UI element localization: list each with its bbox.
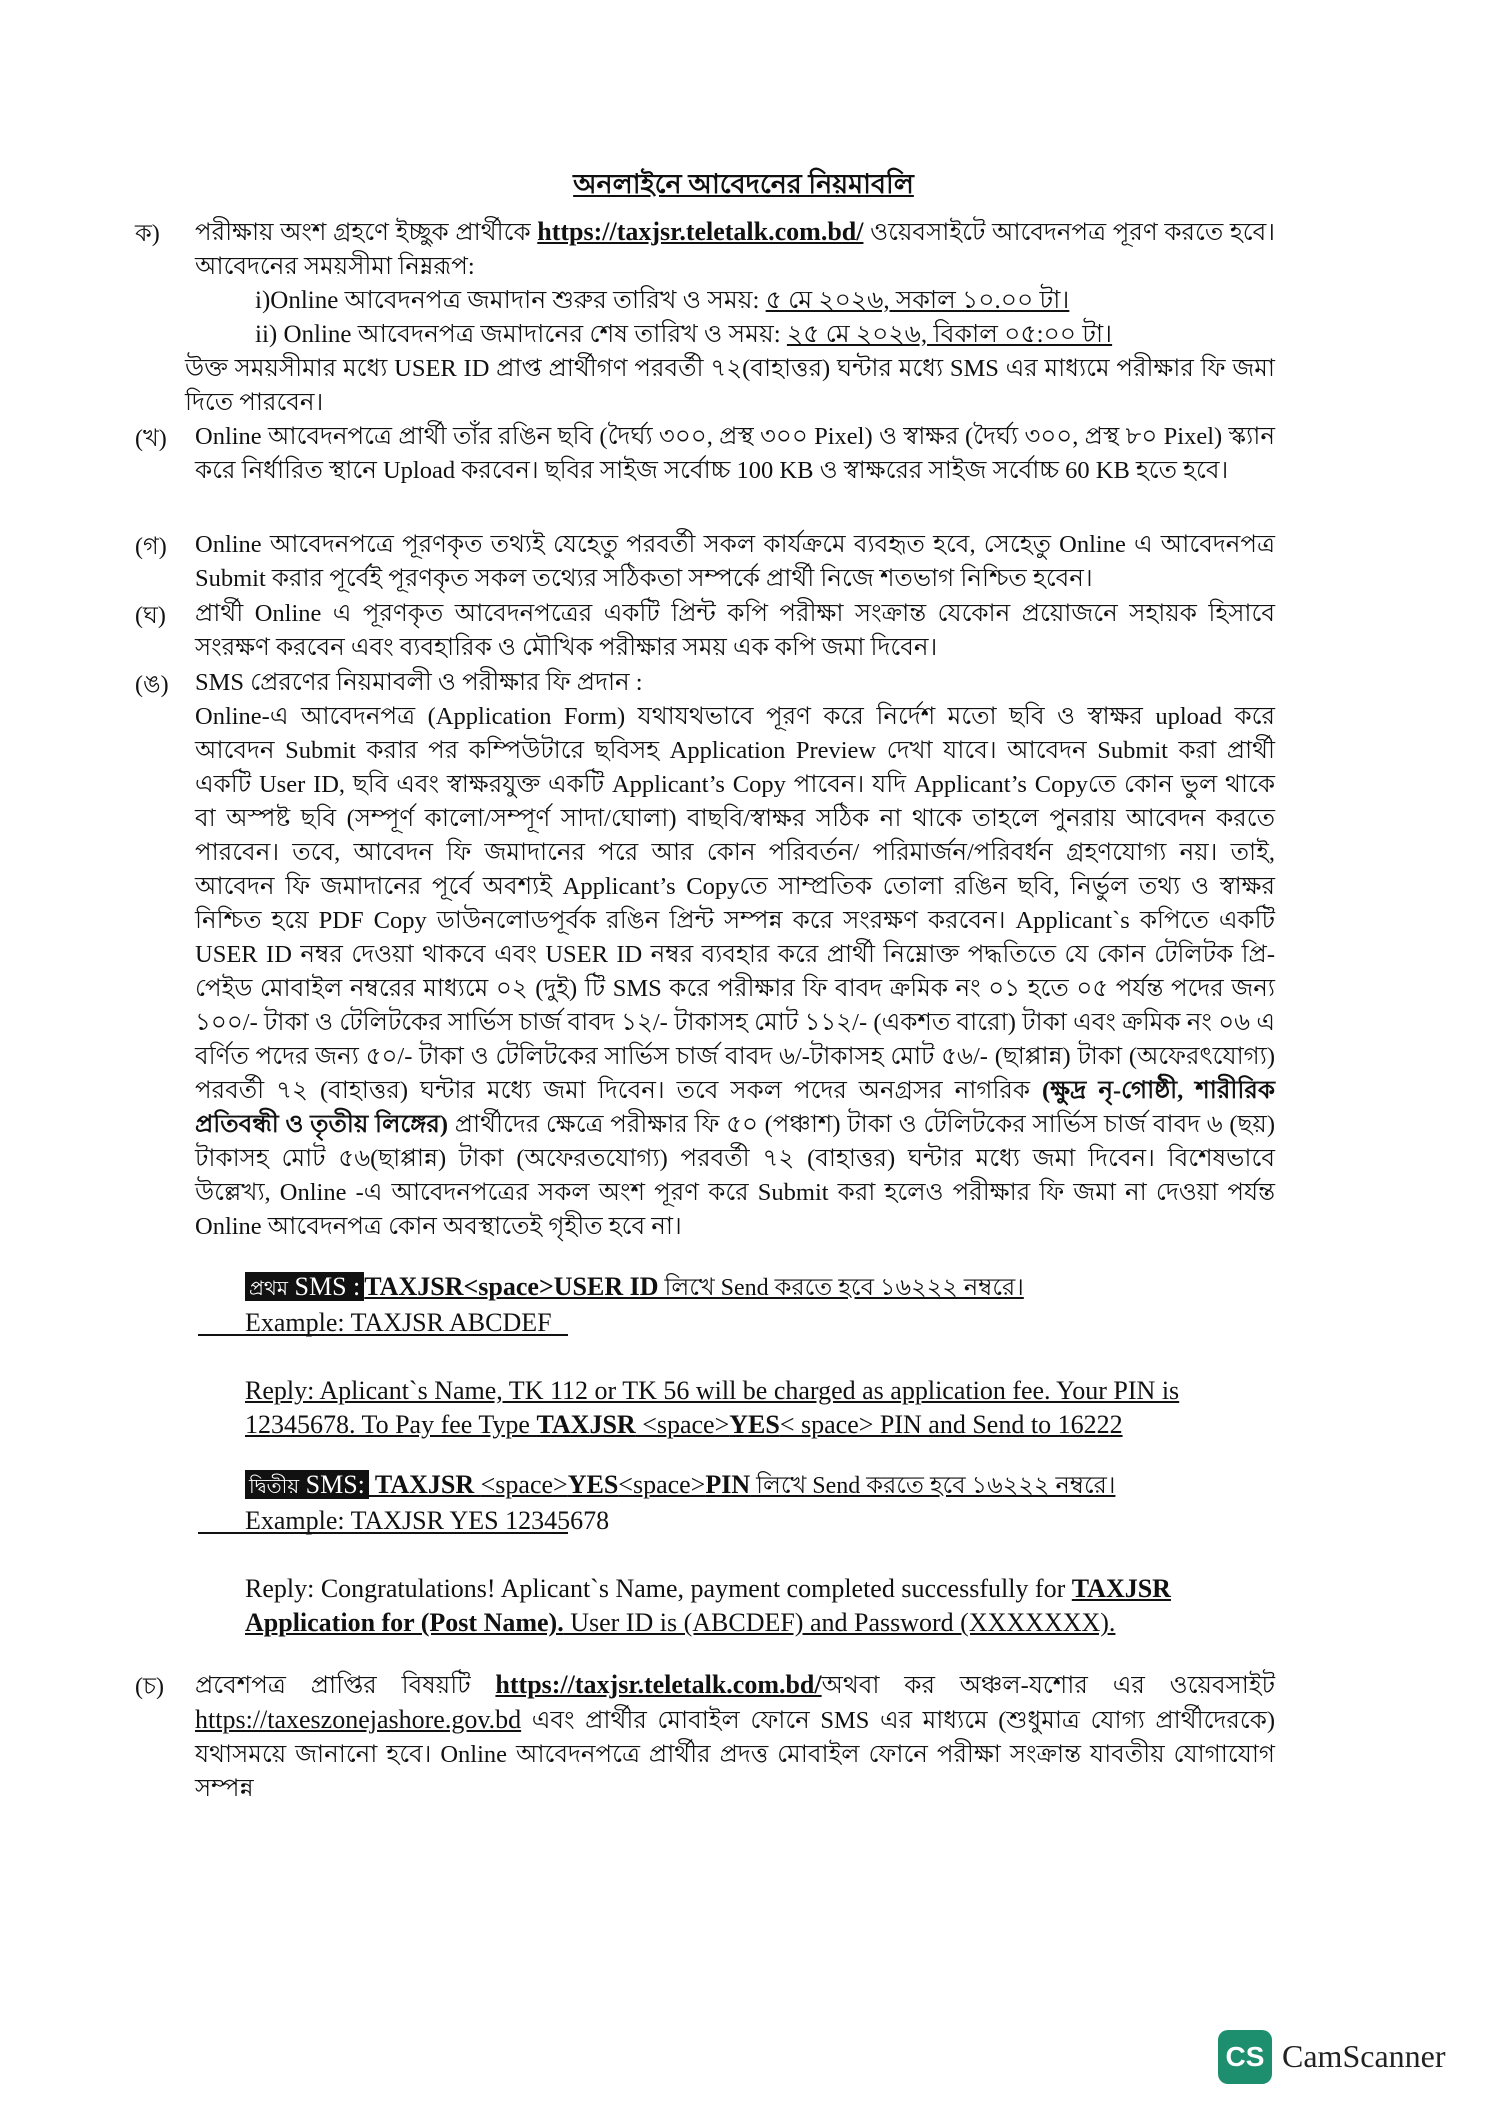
section-cha	[135, 1668, 1275, 1806]
section-uo	[135, 666, 1275, 1244]
section-text: প্রার্থী Online এ পূরণকৃত আবেদনপত্রের একটি প্রিন্ট কপি পরীক্ষা সংক্রান্ত যেকোন প্রয়োজনে সহায়ক হিসাবে সংরক্ষণ করবেন এবং ব্যবহারিক ও মৌখিক পরীক্ষার সময় এক কপি জমা দিবেন।	[195, 600, 1275, 661]
section-gha	[135, 597, 1275, 665]
section-text: Online আবেদনপত্রে প্রার্থী তাঁর রঙিন ছবি (দৈর্ঘ্য ৩০০, প্রস্থ ৩০০ Pixel) ও স্বাক্ষর (দৈর্ঘ্য ৩০০, প্রস্থ ৮০ Pixel) স্ক্যান করে নির্ধারিত স্থানে Upload করবেন। ছবির সাইজ সর্বোচ্চ 100 KB ও স্বাক্ষরের সাইজ সর্বোচ্চ 60 KB হতে হবে।	[195, 423, 1275, 484]
section-text: প্রার্থীদের ক্ষেত্রে পরীক্ষার ফি ৫০ (পঞ্চাশ) টাকা ও টেলিটকের সার্ভিস চার্জ বাবদ ৬ (ছয়) টাকাসহ মোট ৫৬(ছাপ্পান্ন) টাকা (অফেরতযোগ্য) পরবর্তী ৭২ (বাহাত্তর) ঘন্টার মধ্যে জমা দিবেন। বিশেষভাবে উল্লেখ্য, Online -এ আবেদনপত্রের সকল অংশ পূরণ করে Submit করা হলেও পরীক্ষার ফি জমা না দেওয়া পর্যন্ত Online আবেদনপত্র কোন অবস্থাতেই গৃহীত হবে না।	[195, 1111, 1275, 1240]
section-heading: SMS প্রেরণের নিয়মাবলী ও পরীক্ষার ফি প্রদান :	[195, 669, 643, 696]
page-title: অনলাইনে আবেদনের নিয়মাবলি	[573, 169, 914, 199]
website-link[interactable]: https://taxjsr.teletalk.com.bd/	[495, 1670, 822, 1699]
camscanner-brand: CamScanner	[1282, 2038, 1446, 2074]
start-date-label: i)Online আবেদনপত্র জমাদান শুরুর তারিখ ও সময়:	[255, 287, 766, 314]
section-text: পরীক্ষায় অংশ গ্রহণে ইচ্ছুক প্রার্থীকে	[195, 219, 538, 246]
sms1-tag-sms: SMS :	[294, 1272, 361, 1301]
sms1-instruction: লিখে Send করতে হবে ১৬২২২ নম্বরে।	[658, 1275, 1024, 1301]
sms2-reply: User ID is (ABCDEF) and Password (XXXXXXX).	[563, 1608, 1116, 1637]
sms1-reply-keyword: TAXJSR	[536, 1410, 636, 1439]
sms2-tag	[245, 1470, 369, 1499]
divider	[198, 1334, 568, 1336]
sms2-instruction: লিখে Send করতে হবে ১৬২২২ নম্বরে।	[750, 1473, 1116, 1499]
end-date-label: ii) Online আবেদনপত্র জমাদানের শেষ তারিখ ও সময়:	[255, 321, 787, 348]
sms1-reply-keyword: YES	[729, 1410, 780, 1439]
sms2-tag-sms: SMS:	[305, 1470, 365, 1499]
end-date-value: ২৫ মে ২০২৬, বিকাল ০৫:০০ টা।	[786, 321, 1113, 348]
section-label: (চ)	[135, 1674, 164, 1700]
start-date-value: ৫ মে ২০২৬, সকাল ১০.০০ টা।	[765, 287, 1070, 314]
section-label: (ঘ)	[135, 603, 166, 629]
section-label: (খ)	[135, 426, 167, 452]
section-text: এবং প্রার্থীর মোবাইল ফোনে SMS এর মাধ্যমে (শুধুমাত্র যোগ্য প্রার্থীদেরকে) যথাসময়ে জানানো হবে। Online আবেদনপত্রে প্রার্থীর প্রদত্ত মোবাইল ফোনে পরীক্ষা সংক্রান্ত যাবতীয় যোগাযোগ সম্পন্ন	[195, 1707, 1275, 1802]
section-ka	[135, 215, 1275, 420]
section-ga	[135, 528, 1275, 596]
website-link[interactable]: https://taxjsr.teletalk.com.bd/	[537, 217, 864, 246]
section-text-emphasis: (ক্ষুদ্র নৃ-গোষ্ঠী, শারীরিক প্রতিবন্ধী ও তৃতীয় লিঙ্গের)	[195, 1077, 1275, 1138]
camscanner-logo-icon: CS	[1218, 2030, 1272, 2084]
section-text: প্রবেশপত্র প্রাপ্তির বিষয়টি	[195, 1672, 496, 1699]
section-label: (গ)	[135, 534, 167, 560]
sms1-example: Example: TAXJSR ABCDEF	[245, 1308, 552, 1337]
sms2-example: Example: TAXJSR YES 12345678	[245, 1506, 610, 1535]
section-label: ক)	[135, 221, 160, 247]
fee-deadline-note: উক্ত সময়সীমার মধ্যে USER ID প্রাপ্ত প্রার্থীগণ পরবর্তী ৭২(বাহাত্তর) ঘন্টার মধ্যে SMS এর মাধ্যমে পরীক্ষার ফি জমা দিতে পারবেন।	[185, 355, 1275, 416]
section-text: Online আবেদনপত্রে পূরণকৃত তথ্যই যেহেতু পরবর্তী সকল কার্যক্রমে ব্যবহৃত হবে, সেহেতু Online এ আবেদনপত্র Submit করার পূর্বেই পূরণকৃত সকল তথ্যের সঠিকতা সম্পর্কে প্রার্থী নিজে শতভাগ নিশ্চিত হবেন।	[195, 531, 1275, 592]
sms1-reply: Reply: Aplicant`s Name, TK 112 or TK 56 will be charged as application fee. Your PIN is 12345678. To Pay fee Type	[245, 1376, 1180, 1439]
tax-zone-link[interactable]: https://taxeszonejashore.gov.bd	[195, 1705, 522, 1734]
divider	[198, 1532, 568, 1534]
section-text: অথবা কর অঞ্চল-যশোর এর ওয়েবসাইট	[821, 1672, 1275, 1699]
sms1-tag	[245, 1272, 364, 1301]
section-text: Online-এ আবেদনপত্র (Application Form) যথাযথভাবে পূরণ করে নির্দেশ মতো ছবি ও স্বাক্ষর upload করে আবেদন Submit করার পর কম্পিউটারে ছবিসহ Application Preview দেখা যাবে। আবেদন Submit করা প্রার্থী একটি User ID, ছবি এবং স্বাক্ষরযুক্ত একটি Applicant’s Copy পাবেন। যদি Applicant’s Copyতে কোন ভুল থাকে বা অস্পষ্ট ছবি (সম্পূর্ণ কালো/সম্পূর্ণ সাদা/ঘোলা) বাছবি/স্বাক্ষর সঠিক না থাকে তাহলে পুনরায় আবেদন করতে পারবেন। তবে, আবেদন ফি জমাদানের পরে আর কোন পরিবর্তন/ পরিমার্জন/পরিবর্ধন গ্রহণযোগ্য নয়। তাই, আবেদন ফি জমাদানের পূর্বে অবশ্যই Applicant’s Copyতে সাম্প্রতিক তোলা রঙিন ছবি, নির্ভুল তথ্য ও স্বাক্ষর নিশ্চিত হয়ে PDF Copy ডাউনলোডপূর্বক রঙিন প্রিন্ট সম্পন্ন করে সংরক্ষণ করবেন। Applicant`s কপিতে একটি USER ID নম্বর দেওয়া থাকবে এবং USER ID নম্বর ব্যবহার করে প্রার্থী নিম্নোক্ত পদ্ধতিতে যে কোন টেলিটক প্রি-পেইড মোবাইল নম্বরের মাধ্যমে ০২ (দুই) টি SMS করে পরীক্ষার ফি বাবদ ক্রমিক নং ০১ হতে ০৫ পর্যন্ত পদের জন্য ১০০/- টাকা ও টেলিটকের সার্ভিস চার্জ বাবদ ১২/- টাকাসহ মোট ১১২/- (একশত বারো) টাকা এবং ক্রমিক নং ০৬ এ বর্ণিত পদের জন্য ৫০/- টাকা ও টেলিটকের সার্ভিস চার্জ বাবদ ৬/-টাকাসহ মোট ৫৬/- (ছাপ্পান্ন) টাকা (অফেরৎযোগ্য) পরবর্তী ৭২ (বাহাত্তর) ঘন্টার মধ্যে জমা দিবেন। তবে সকল পদের অনগ্রসর নাগরিক	[195, 703, 1275, 1104]
sms1-block	[245, 1270, 1285, 1442]
sms2-tag-bn: দ্বিতীয়	[249, 1476, 300, 1498]
sms1-reply: <space>	[635, 1410, 730, 1439]
sms2-block	[245, 1468, 1285, 1640]
section-label: (ঙ)	[135, 672, 169, 698]
section-kha	[135, 420, 1275, 488]
sms1-tag-bn: প্রথম	[249, 1278, 288, 1300]
sms2-reply: Reply: Congratulations! Aplicant`s Name, payment completed successfully for	[245, 1574, 1072, 1603]
section-text: ওয়েবসাইটে আবেদনপত্র পূরণ করতে হবে। আবেদনের সময়সীমা নিম্নরূপ:	[195, 219, 1275, 280]
sms1-reply: < space> PIN and Send to 16222	[779, 1410, 1123, 1439]
sms2-reply-keyword: TAXJSR Application for (Post Name).	[245, 1574, 1171, 1637]
sms2-command: TAXJSR <space>YES<space>PIN	[368, 1470, 751, 1499]
sms1-command: TAXJSR<space>USER ID	[364, 1272, 659, 1301]
